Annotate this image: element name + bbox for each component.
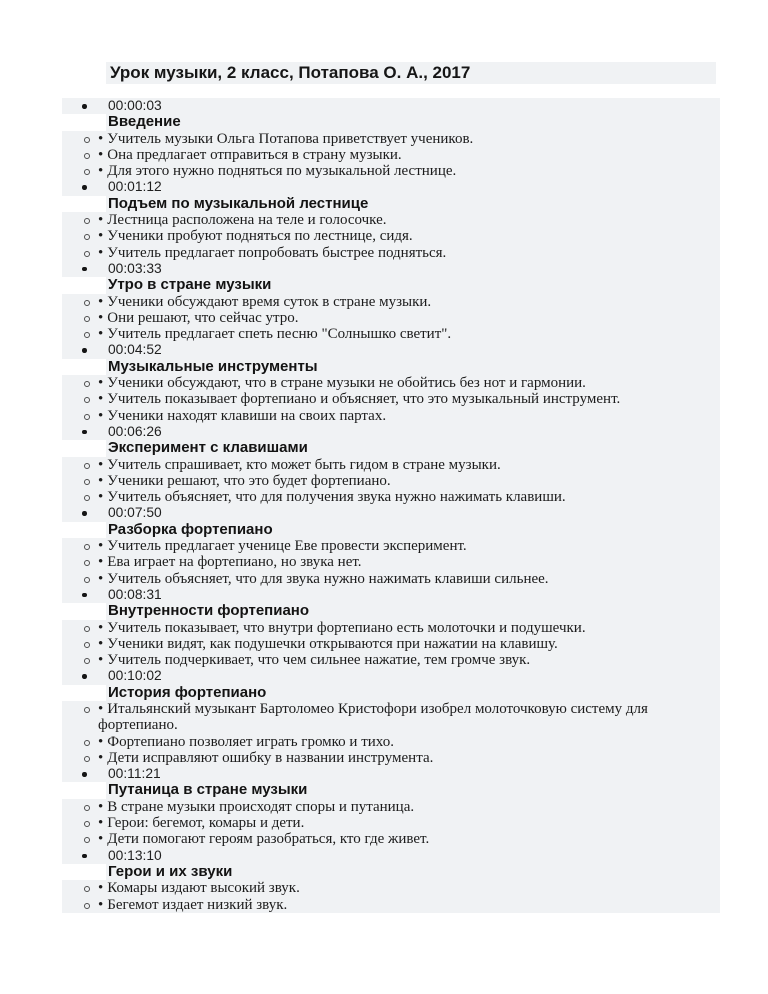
bullet-item bbox=[62, 408, 720, 424]
section-heading-row bbox=[106, 522, 720, 538]
bullet-text: Ученики обсуждают время суток в стране музыки. bbox=[107, 293, 432, 310]
inline-bullet-icon: • bbox=[98, 244, 104, 261]
section-heading-row bbox=[106, 114, 720, 130]
bullet-circle-icon bbox=[84, 903, 90, 909]
bullet-text: Учитель предлагает попробовать быстрее подняться. bbox=[107, 244, 447, 261]
section-heading: Музыкальные инструменты bbox=[108, 357, 318, 375]
bullet-item bbox=[62, 228, 720, 244]
inline-bullet-icon: • bbox=[98, 798, 104, 815]
bullet-item bbox=[62, 538, 720, 554]
section-heading-row bbox=[106, 440, 720, 456]
bullet-item bbox=[62, 554, 720, 570]
section-heading: Путаница в стране музыки bbox=[108, 781, 308, 799]
bullet-text: Учитель объясняет, что для получения звука нужно нажимать клавиши. bbox=[107, 489, 566, 506]
timestamp-row bbox=[62, 587, 720, 603]
bullet-circle-icon bbox=[84, 577, 90, 583]
bullet-text: Комары издают высокий звук. bbox=[107, 880, 300, 897]
bullet-text: Ученики находят клавиши на своих партах. bbox=[107, 407, 387, 424]
bullet-circle-icon bbox=[84, 707, 90, 713]
bullet-item bbox=[62, 652, 720, 668]
bullet-item bbox=[62, 571, 720, 587]
section-heading-row bbox=[106, 277, 720, 293]
bullet-item bbox=[62, 147, 720, 163]
inline-bullet-icon: • bbox=[98, 489, 104, 506]
inline-bullet-icon: • bbox=[98, 146, 104, 163]
bullet-disc-icon bbox=[82, 267, 87, 272]
bullet-text: Бегемот издает низкий звук. bbox=[107, 896, 288, 913]
timestamp-row bbox=[62, 766, 720, 782]
inline-bullet-icon: • bbox=[98, 652, 104, 669]
timestamp-row bbox=[62, 668, 720, 684]
bullet-disc-icon bbox=[82, 185, 87, 190]
bullet-disc-icon bbox=[82, 772, 87, 777]
bullet-item bbox=[62, 489, 720, 505]
bullet-circle-icon bbox=[84, 169, 90, 175]
bullet-item bbox=[62, 163, 720, 179]
bullet-disc-icon bbox=[82, 430, 87, 435]
section-heading: Герои и их звуки bbox=[108, 862, 233, 880]
timestamp-row bbox=[62, 505, 720, 521]
section-heading: Введение bbox=[108, 113, 181, 131]
bullet-text: Они решают, что сейчас утро. bbox=[107, 309, 299, 326]
bullet-text: Ева играет на фортепиано, но звука нет. bbox=[107, 554, 362, 571]
bullet-text: Дети помогают героям разобраться, кто где живет. bbox=[107, 831, 430, 848]
bullet-circle-icon bbox=[84, 642, 90, 648]
bullet-text: Ученики пробуют подняться по лестнице, сидя. bbox=[107, 228, 413, 245]
bullet-text: Учитель показывает, что внутри фортепиано есть молоточки и подушечки. bbox=[107, 619, 586, 636]
bullet-circle-icon bbox=[84, 137, 90, 143]
bullet-circle-icon bbox=[84, 560, 90, 566]
bullet-circle-icon bbox=[84, 626, 90, 632]
inline-bullet-icon: • bbox=[98, 538, 104, 555]
bullet-circle-icon bbox=[84, 414, 90, 420]
section-heading: Разборка фортепиано bbox=[108, 520, 273, 538]
section-heading: Эксперимент с клавишами bbox=[108, 439, 308, 457]
inline-bullet-icon: • bbox=[98, 309, 104, 326]
inline-bullet-icon: • bbox=[98, 293, 104, 310]
bullet-disc-icon bbox=[82, 593, 87, 598]
inline-bullet-icon: • bbox=[98, 212, 104, 229]
inline-bullet-icon: • bbox=[98, 896, 104, 913]
inline-bullet-icon: • bbox=[98, 815, 104, 832]
bullet-item bbox=[62, 897, 720, 913]
page-title: Урок музыки, 2 класс, Потапова О. А., 2017 bbox=[106, 62, 716, 84]
section-heading: Подъем по музыкальной лестнице bbox=[108, 194, 369, 212]
bullet-circle-icon bbox=[84, 805, 90, 811]
bullet-text: Дети исправляют ошибку в названии инструмента. bbox=[107, 749, 434, 766]
bullet-circle-icon bbox=[84, 316, 90, 322]
bullet-text: Для этого нужно подняться по музыкальной лестнице. bbox=[107, 163, 457, 180]
bullet-item bbox=[62, 294, 720, 310]
timestamp: 00:01:12 bbox=[108, 179, 162, 195]
bullet-text: Учитель музыки Ольга Потапова приветствует учеников. bbox=[107, 130, 474, 147]
timestamp-row bbox=[62, 179, 720, 195]
bullet-item bbox=[62, 734, 720, 750]
inline-bullet-icon: • bbox=[98, 326, 104, 343]
bullet-circle-icon bbox=[84, 397, 90, 403]
bullet-text: Она предлагает отправиться в страну музыки. bbox=[107, 146, 402, 163]
inline-bullet-icon: • bbox=[98, 375, 104, 392]
timestamp: 00:11:21 bbox=[108, 766, 161, 782]
bullet-text: Герои: бегемот, комары и дети. bbox=[107, 815, 305, 832]
bullet-item bbox=[62, 620, 720, 636]
bullet-circle-icon bbox=[84, 479, 90, 485]
bullet-item bbox=[62, 701, 720, 734]
section-heading-row bbox=[106, 782, 720, 798]
inline-bullet-icon: • bbox=[98, 619, 104, 636]
bullet-text: Учитель подчеркивает, что чем сильнее нажатие, тем громче звук. bbox=[107, 652, 531, 669]
bullet-text: Учитель показывает фортепиано и объясняет, что это музыкальный инструмент. bbox=[107, 391, 621, 408]
bullet-item bbox=[62, 212, 720, 228]
inline-bullet-icon: • bbox=[98, 554, 104, 571]
section-heading: Внутренности фортепиано bbox=[108, 602, 310, 620]
bullet-item bbox=[62, 799, 720, 815]
bullet-text: Учитель предлагает ученице Еве провести эксперимент. bbox=[107, 538, 467, 555]
bullet-disc-icon bbox=[82, 854, 87, 859]
inline-bullet-icon: • bbox=[98, 228, 104, 245]
inline-bullet-icon: • bbox=[98, 700, 104, 717]
timestamp-row bbox=[62, 848, 720, 864]
bullet-text: Ученики решают, что это будет фортепиано. bbox=[107, 472, 391, 489]
section-heading-row bbox=[106, 864, 720, 880]
inline-bullet-icon: • bbox=[98, 880, 104, 897]
bullet-circle-icon bbox=[84, 756, 90, 762]
bullet-circle-icon bbox=[84, 234, 90, 240]
bullet-circle-icon bbox=[84, 821, 90, 827]
inline-bullet-icon: • bbox=[98, 472, 104, 489]
bullet-circle-icon bbox=[84, 495, 90, 501]
inline-bullet-icon: • bbox=[98, 407, 104, 424]
bullet-item bbox=[62, 457, 720, 473]
bullet-item bbox=[62, 245, 720, 261]
bullet-circle-icon bbox=[84, 740, 90, 746]
timestamp: 00:13:10 bbox=[108, 847, 162, 863]
section-heading: Утро в стране музыки bbox=[108, 276, 272, 294]
bullet-item bbox=[62, 326, 720, 342]
section-heading-row bbox=[106, 603, 720, 619]
inline-bullet-icon: • bbox=[98, 733, 104, 750]
section-heading-row bbox=[106, 685, 720, 701]
bullet-disc-icon bbox=[82, 348, 87, 353]
section-heading-row bbox=[106, 359, 720, 375]
timeline-list bbox=[62, 98, 720, 913]
bullet-circle-icon bbox=[84, 153, 90, 159]
bullet-text: Ученики видят, как подушечки открываются при нажатии на клавишу. bbox=[107, 635, 558, 652]
bullet-text: Фортепиано позволяет играть громко и тихо. bbox=[107, 733, 394, 750]
bullet-circle-icon bbox=[84, 251, 90, 257]
inline-bullet-icon: • bbox=[98, 391, 104, 408]
timestamp: 00:06:26 bbox=[108, 423, 162, 439]
bullet-circle-icon bbox=[84, 837, 90, 843]
bullet-text: Ученики обсуждают, что в стране музыки не обойтись без нот и гармонии. bbox=[107, 375, 586, 392]
timestamp-row bbox=[62, 261, 720, 277]
timestamp-row bbox=[62, 424, 720, 440]
timestamp: 00:03:33 bbox=[108, 260, 162, 276]
bullet-text: Учитель предлагает спеть песню "Солнышко светит". bbox=[107, 326, 452, 343]
bullet-item bbox=[62, 473, 720, 489]
bullet-item bbox=[62, 750, 720, 766]
bullet-circle-icon bbox=[84, 381, 90, 387]
bullet-circle-icon bbox=[84, 886, 90, 892]
timestamp-row bbox=[62, 98, 720, 114]
inline-bullet-icon: • bbox=[98, 130, 104, 147]
inline-bullet-icon: • bbox=[98, 749, 104, 766]
bullet-text: В стране музыки происходят споры и путаница. bbox=[107, 798, 415, 815]
bullet-disc-icon bbox=[82, 511, 87, 516]
bullet-item bbox=[62, 831, 720, 847]
bullet-disc-icon bbox=[82, 674, 87, 679]
bullet-circle-icon bbox=[84, 300, 90, 306]
bullet-text: Учитель спрашивает, кто может быть гидом в стране музыки. bbox=[107, 456, 501, 473]
bullet-circle-icon bbox=[84, 544, 90, 550]
bullet-item bbox=[62, 310, 720, 326]
section-heading: История фортепиано bbox=[108, 683, 267, 701]
bullet-item bbox=[62, 815, 720, 831]
bullet-text: Итальянский музыкант Бартоломео Кристофори изобрел молоточковую систему для фортепиано. bbox=[98, 700, 648, 734]
bullet-text: Лестница расположена на теле и голосочке. bbox=[107, 212, 387, 229]
timestamp: 00:07:50 bbox=[108, 505, 162, 521]
inline-bullet-icon: • bbox=[98, 831, 104, 848]
bullet-circle-icon bbox=[84, 332, 90, 338]
timestamp: 00:08:31 bbox=[108, 586, 162, 602]
bullet-item bbox=[62, 391, 720, 407]
bullet-item bbox=[62, 131, 720, 147]
timestamp: 00:04:52 bbox=[108, 342, 162, 358]
bullet-circle-icon bbox=[84, 218, 90, 224]
bullet-circle-icon bbox=[84, 658, 90, 664]
inline-bullet-icon: • bbox=[98, 163, 104, 180]
bullet-item bbox=[62, 880, 720, 896]
bullet-item bbox=[62, 636, 720, 652]
bullet-disc-icon bbox=[82, 104, 87, 109]
inline-bullet-icon: • bbox=[98, 456, 104, 473]
timestamp: 00:10:02 bbox=[108, 668, 162, 684]
timestamp: 00:00:03 bbox=[108, 98, 162, 113]
bullet-circle-icon bbox=[84, 463, 90, 469]
bullet-item bbox=[62, 375, 720, 391]
timestamp-row bbox=[62, 342, 720, 358]
inline-bullet-icon: • bbox=[98, 570, 104, 587]
section-heading-row bbox=[106, 196, 720, 212]
inline-bullet-icon: • bbox=[98, 635, 104, 652]
bullet-text: Учитель объясняет, что для звука нужно нажимать клавиши сильнее. bbox=[107, 570, 549, 587]
